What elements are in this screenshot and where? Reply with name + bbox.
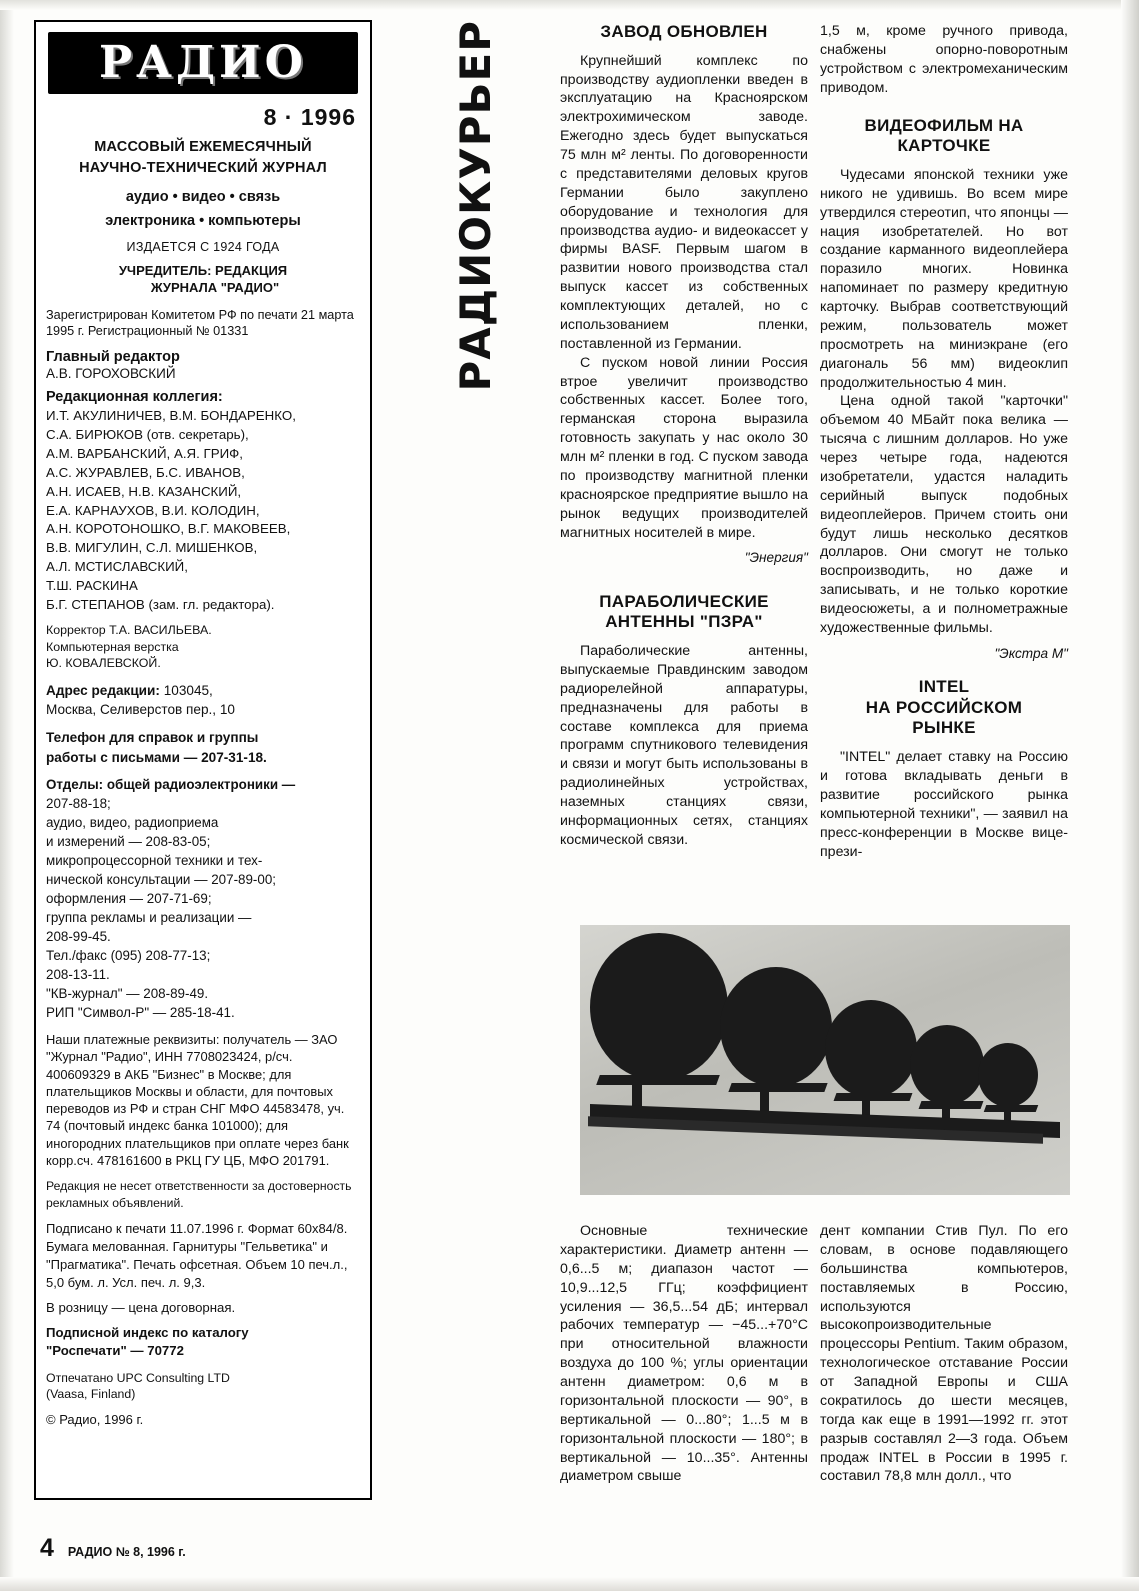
departments-line: Отделы: общей радиоэлектроники — — [46, 776, 296, 792]
layout-line-2: Ю. КОВАЛЕВСКОЙ. — [46, 656, 161, 671]
print-info: Подписано к печати 11.07.1996 г. Формат 60х84/8. Бумага мелованная. Гарнитуры "Гельветика" и "Прагматика". Печать офсетная. Объем 10 печ.л., 5,0 бум. л. Усл. печ. л. 9,3. — [46, 1221, 348, 1290]
article-paragraph: Чудесами японской техники уже никого не удивишь. Во всем мире утвердился стереотип, что японцы — нация изобретателей. Но вот создание карманного видеоплейера поразило многих. Новинка напоминает по размеру кредитную карточку. Выбрав соответствующий режим, пользователь может просмотреть на миниэкране (его диагональ 56 мм) видеоклип продолжительностью 4 мин. — [820, 166, 1068, 391]
article-column-2-bottom — [560, 1222, 808, 1486]
article-title-intel — [820, 677, 1068, 739]
board-member-line: Б.Г. СТЕПАНОВ (зам. гл. редактора). — [46, 596, 275, 612]
article-column-2 — [560, 22, 808, 850]
magazine-logo — [48, 32, 358, 94]
corrector-block — [46, 622, 360, 672]
board-member-line: А.Н. КОРОТОНОШКО, В.Г. МАКОВЕЕВ, — [46, 521, 291, 537]
antenna-dish — [910, 1025, 984, 1105]
article-title-video — [820, 116, 1068, 157]
article-paragraph: Параболические антенны, выпускаемые Правдинским заводом радиорелейной аппаратуры, предназначены для работы в составе комплекса для приема программ спутникового телевидения и связи и могут быть использованы в радиолинейных устройствах, наземных станциях связи, информационных сетях, станциях космической связи. — [560, 643, 808, 848]
founder-line-2: ЖУРНАЛА "РАДИО" — [150, 280, 280, 296]
departments-line: РИП "Символ-Р" — 285-18-41. — [46, 1004, 235, 1020]
departments-line: и измерений — 208-83-05; — [46, 833, 211, 849]
board-member-line: А.Н. ИСАЕВ, Н.В. КАЗАНСКИЙ, — [46, 483, 242, 499]
departments-line: аудио, видео, радиоприема — [46, 814, 219, 830]
editor-heading: Главный редактор — [46, 349, 180, 366]
departments-line: микропроцессорной техники и тех- — [46, 852, 263, 868]
departments-block — [46, 775, 360, 1022]
departments-line: "КВ-журнал" — 208-89-49. — [46, 985, 209, 1001]
title-line-2: КАРТОЧКЕ — [897, 136, 991, 156]
scan-edge-left — [0, 0, 14, 1591]
address-value: 103045, — [159, 682, 213, 698]
antenna-mount — [728, 1083, 827, 1092]
article-column-3-bottom — [820, 1222, 1068, 1486]
editorial-address — [46, 682, 360, 720]
issue-number: 8 · 1996 — [263, 104, 356, 130]
parabolic-antennas-photo — [580, 925, 1070, 1195]
scan-edge-top — [0, 0, 1139, 10]
departments-line: Тел./факс (095) 208-77-13; — [46, 947, 211, 963]
antenna-mount — [919, 1101, 984, 1109]
phone-line-1: Телефон для справок и группы — [46, 730, 259, 746]
logo-text: РАДИО — [99, 37, 307, 88]
corrector-line: Корректор Т.А. ВАСИЛЬЕВА. — [46, 622, 212, 637]
board-member-line: Т.Ш. РАСКИНА — [46, 578, 138, 594]
article-paragraph: "INTEL" делает ставку на Россию и готова вкладывать деньги в развитие российского рынка компьютерной техники", — заявил на пресс-конференции в Москве вице-прези- — [820, 749, 1068, 860]
antenna-mount — [596, 1075, 720, 1085]
topics-line-2: электроника • компьютеры — [105, 212, 301, 229]
address-line-2: Москва, Селиверстов пер., 10 — [46, 701, 235, 717]
antenna-dish — [978, 1043, 1038, 1107]
article-source: "Экстра М" — [994, 645, 1068, 661]
departments-line: 208-13-11. — [46, 966, 110, 982]
article-title-zavod: ЗАВОД ОБНОВЛЕН — [600, 22, 768, 41]
board-member-line: В.В. МИГУЛИН, С.Л. МИШЕНКОВ, — [46, 540, 258, 556]
page-footer — [40, 1534, 186, 1563]
subscription-line-2: "Роспечати" — 70772 — [46, 1343, 184, 1359]
founder-line-1: УЧРЕДИТЕЛЬ: РЕДАКЦИЯ — [118, 262, 288, 278]
article-paragraph: Цена одной такой "карточки" объемом 40 МБайт пока велика — тысяча с лишним долларов. Но уже через четыре года, надеются изобретатели, удастся наладить серийный выпуск подобных видеоплейеров. Причем стоить они будут лишь несколько десятков долларов. Они смогут не только воспроизводить, но даже и записывать, и не только короткие видеосюжеты, а и полнометражные художественные фильмы. — [820, 393, 1068, 636]
registration-text: Зарегистрирован Комитетом РФ по печати 21 марта 1995 г. Регистрационный № 01331 — [46, 307, 354, 339]
title-line-1: INTEL — [918, 676, 970, 696]
since-line: ИЗДАЕТСЯ С 1924 ГОДА — [126, 239, 280, 254]
scan-edge-bottom — [0, 1577, 1139, 1591]
departments-line: 207-88-18; — [46, 795, 111, 811]
article-title-antenny — [560, 592, 808, 633]
board-member-line: И.Т. АКУЛИНИЧЕВ, В.М. БОНДАРЕНКО, — [46, 408, 296, 424]
board-member-line: С.А. БИРЮКОВ (отв. секретарь), — [46, 427, 249, 443]
antenna-dish — [590, 933, 728, 1081]
subscription-line-1: Подписной индекс по каталогу — [46, 1324, 249, 1340]
topics-line-1: аудио • видео • связь — [125, 189, 281, 206]
article-paragraph: С пуском новой линии Россия втрое увеличит производство собственных кассет. Более того, германская сторона выразила готовность закупать у нас около 30 млн м² пленки в год. С пуском завода по производству магнитной пленки красноярское предприятие вышло на рынок ведущих производителей магнитных носителей в мире. — [560, 354, 808, 541]
printed-line-1: Отпечатано UPC Consulting LTD — [46, 1370, 230, 1385]
article-paragraph: Крупнейший комплекс по производству аудиопленки введен в эксплуатацию на Красноярском электрохимическом заводе. Ежегодно здесь будет выпускаться 75 млн м² ленты. По договоренности с представителями деловых кругов Германии было закуплено оборудование и технология для производства аудио- и видеокассет у фирмы BASF. Первым шагом в развитии нового производства стал выпуск кассет из собственных комплектующих деталей, но с использованием пленки, поставленной из Германии. — [560, 52, 808, 352]
copyright-line: © Радио, 1996 г. — [46, 1412, 144, 1428]
title-line-2: НА РОССИЙСКОМ — [865, 697, 1023, 717]
antenna-mount — [834, 1093, 913, 1101]
article-column-3 — [820, 22, 1068, 861]
antenna-dish — [825, 1000, 917, 1098]
phone-block — [46, 728, 360, 766]
board-heading: Редакционная коллегия: — [46, 389, 223, 406]
disclaimer-text: Редакция не несет ответственности за достоверность рекламных объявлений. — [46, 1179, 352, 1210]
printed-by-block — [46, 1370, 360, 1403]
antenna-mount — [984, 1105, 1039, 1112]
departments-line: 208-99-45. — [46, 928, 111, 944]
tagline-line-1: МАССОВЫЙ ЕЖЕМЕСЯЧНЫЙ — [94, 139, 312, 155]
printed-line-2: (Vaasa, Finland) — [46, 1387, 136, 1402]
departments-line: оформления — 207-71-69; — [46, 890, 212, 906]
title-line-1: ПАРАБОЛИЧЕСКИЕ — [599, 591, 769, 611]
title-line-1: ВИДЕОФИЛЬМ НА — [864, 115, 1024, 135]
article-paragraph: Основные технические характеристики. Диаметр антенн — 0,6...5 м; диапазон частот — 10,9...12,5 ГГц; коэффициент усиления — 36,5...54 дБ; интервал рабочих температур — −45...+70°С при относительной влажности воздуха до 100 %; углы ориентации антенн диаметром: 0,6 м в горизонтальной плоскости — 90°, в вертикальной — 0...80°; 1...5 м в горизонтальной плоскости — 180°; в вертикальной — 10...35°. Антенны диаметром свыше — [560, 1223, 808, 1485]
founder-block — [46, 262, 360, 297]
section-title-vertical — [440, 20, 512, 560]
departments-line: группа рекламы и реализации — — [46, 909, 252, 925]
article-paragraph: дент компании Стив Пул. По его словам, в основе подавляющего большинства компьютеров, поставляемых в Россию, используются высокопроизводительные процессоры Pentium. Таким образом, технологическое отставание России от Западной Европы и США сократилось до шести месяцев, тогда как еще в 1991—1992 гг. этот разрыв составлял 2—3 года. Объем продаж INTEL в России в 1995 г. составил 78,8 млн долл., что — [820, 1223, 1068, 1485]
page-number: 4 — [40, 1534, 54, 1562]
board-list — [46, 407, 360, 615]
phone-line-2: работы с письмами — 207-31-18. — [46, 749, 267, 765]
scan-edge-right — [1121, 0, 1139, 1591]
tagline-line-2: НАУЧНО-ТЕХНИЧЕСКИЙ ЖУРНАЛ — [79, 160, 327, 177]
title-line-3: РЫНКЕ — [912, 718, 976, 738]
board-member-line: А.Л. МСТИСЛАВСКИЙ, — [46, 559, 188, 575]
layout-line-1: Компьютерная верстка — [46, 639, 179, 654]
antenna-dish — [720, 967, 832, 1087]
footer-issue-text: РАДИО № 8, 1996 г. — [67, 1545, 186, 1559]
section-title-text: РАДИОКУРЬЕР — [451, 20, 500, 392]
editor-name: А.В. ГОРОХОВСКИЙ — [46, 366, 176, 382]
article-source: "Энергия" — [744, 550, 808, 566]
board-member-line: А.М. ВАРБАНСКИЙ, А.Я. ГРИФ, — [46, 445, 243, 461]
board-member-line: А.С. ЖУРАВЛЕВ, Б.С. ИВАНОВ, — [46, 464, 245, 480]
subscription-block — [46, 1324, 360, 1361]
board-member-line: Е.А. КАРНАУХОВ, В.И. КОЛОДИН, — [46, 502, 260, 518]
retail-price: В розницу — цена договорная. — [46, 1299, 236, 1315]
bank-details: Наши платежные реквизиты: получатель — ЗАО "Журнал "Радио", ИНН 7708023424, р/сч. 400609329 в АКБ "Бизнес" в Москве; для плательщиков Москвы и области, для почтовых переводов из РФ и стран СНГ МФО 44583478, уч. 74 (почтовый индекс банка 101000); для иногородних плательщиков при оплате через банк корр.сч. 478161600 в РКЦ ГУ ЦБ, МФО 201791. — [46, 1031, 349, 1168]
masthead-box — [34, 20, 372, 1500]
address-label: Адрес редакции: — [46, 682, 160, 698]
title-line-2: АНТЕННЫ "ПЗРА" — [605, 612, 763, 632]
article-paragraph: 1,5 м, кроме ручного привода, снабжены опорно-поворотным устройством с электромеханическим приводом. — [820, 23, 1068, 96]
departments-line: нической консультации — 207-89-00; — [46, 871, 277, 887]
